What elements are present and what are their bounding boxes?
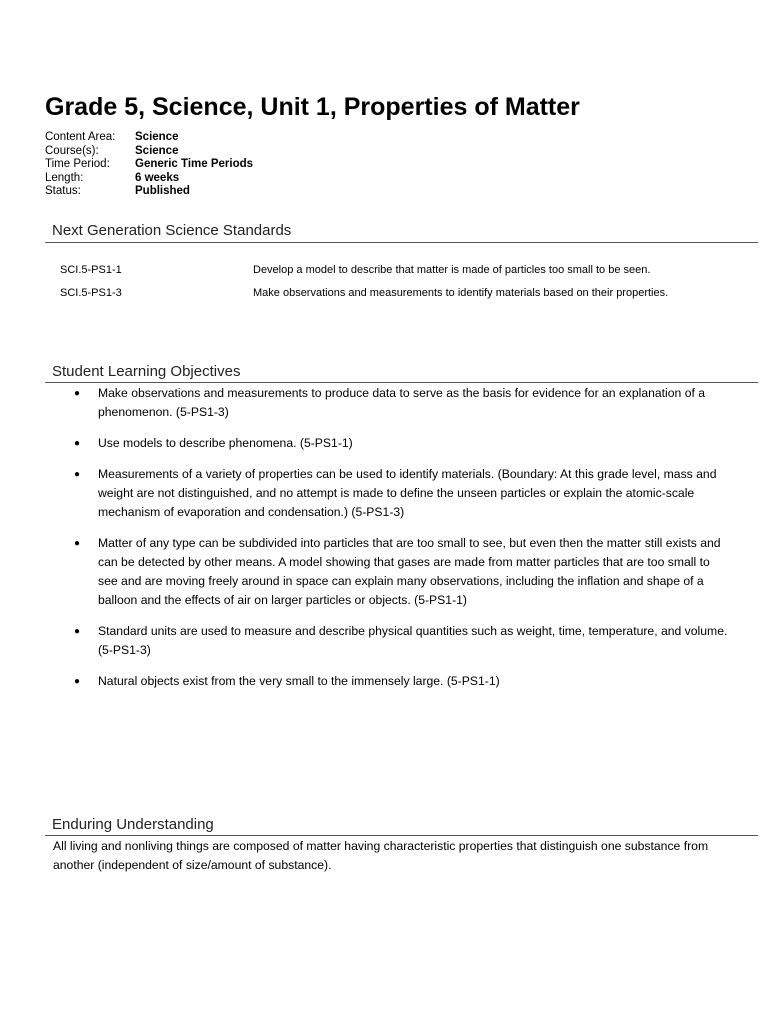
standards-divider xyxy=(45,242,758,243)
objective-text: Use models to describe phenomena. (5-PS1-1) xyxy=(98,436,353,450)
objectives-list xyxy=(72,384,732,703)
objectives-heading: Student Learning Objectives xyxy=(52,363,241,380)
list-item xyxy=(72,672,732,691)
list-item xyxy=(72,465,732,522)
enduring-heading: Enduring Understanding xyxy=(52,816,214,833)
list-item xyxy=(72,622,732,660)
document-title: Grade 5, Science, Unit 1, Properties of Matter xyxy=(45,93,580,121)
objective-text: Standard units are used to measure and describe physical quantities such as weight, time, temperature, and volume. (5-PS1-3) xyxy=(98,624,728,657)
standard-code: SCI.5-PS1-1 xyxy=(60,264,122,276)
objective-text: Natural objects exist from the very small to the immensely large. (5-PS1-1) xyxy=(98,674,500,688)
list-item xyxy=(72,534,732,610)
meta-value: Generic Time Periods xyxy=(135,158,254,171)
bullet-icon: ● xyxy=(74,538,81,549)
objective-text: Make observations and measurements to produce data to serve as the basis for evidence for an explanation of a phenomenon. (5-PS1-3) xyxy=(98,386,706,419)
meta-label: Length: xyxy=(45,171,84,184)
bullet-icon: ● xyxy=(74,469,81,480)
objectives-divider xyxy=(45,382,758,383)
standard-description: Make observations and measurements to identify materials based on their properties. xyxy=(253,287,669,299)
enduring-text: All living and nonliving things are composed of matter having characteristic properties that distinguish one substance from another (independent of size/amount of substance). xyxy=(53,839,709,872)
meta-value: Science xyxy=(135,144,179,157)
standard-code: SCI.5-PS1-3 xyxy=(60,287,122,299)
standards-heading: Next Generation Science Standards xyxy=(52,222,292,239)
enduring-divider xyxy=(45,835,758,836)
meta-row-courses xyxy=(45,145,253,159)
metadata-block xyxy=(45,131,253,199)
standard-description: Develop a model to describe that matter is made of particles too small to be seen. xyxy=(253,264,651,276)
meta-row-length xyxy=(45,172,253,186)
list-item xyxy=(72,384,732,422)
meta-value: Published xyxy=(135,185,190,198)
meta-row-time-period xyxy=(45,158,253,172)
meta-row-content-area xyxy=(45,131,253,145)
meta-label: Content Area: xyxy=(45,131,116,143)
meta-value: 6 weeks xyxy=(135,171,180,184)
meta-row-status xyxy=(45,185,253,199)
bullet-icon: ● xyxy=(74,388,81,399)
objective-text: Matter of any type can be subdivided into particles that are too small to see, but even then the matter still exists and can be detected by other means. A model showing that gases are made from matter particles that are too small to see and are moving freely around in space can explain many observations, including the inflation and shape of a balloon and the effects of air on larger particles or objects. (5-PS1-1) xyxy=(98,536,721,607)
bullet-icon: ● xyxy=(74,676,81,687)
meta-label: Status: xyxy=(45,185,81,198)
bullet-icon: ● xyxy=(74,438,81,449)
meta-label: Time Period: xyxy=(45,158,110,171)
bullet-icon: ● xyxy=(74,626,81,637)
list-item xyxy=(72,434,732,453)
meta-label: Course(s): xyxy=(45,144,99,157)
objective-text: Measurements of a variety of properties can be used to identify materials. (Boundary: At this grade level, mass and weight are not distinguished, and no attempt is made to define the unseen particles or explain the atomic-scale mechanism of evaporation and condensation.) (5-PS1-3) xyxy=(98,467,717,519)
standard-row xyxy=(60,264,650,276)
meta-value: Science xyxy=(135,131,179,143)
standard-row xyxy=(60,287,668,299)
